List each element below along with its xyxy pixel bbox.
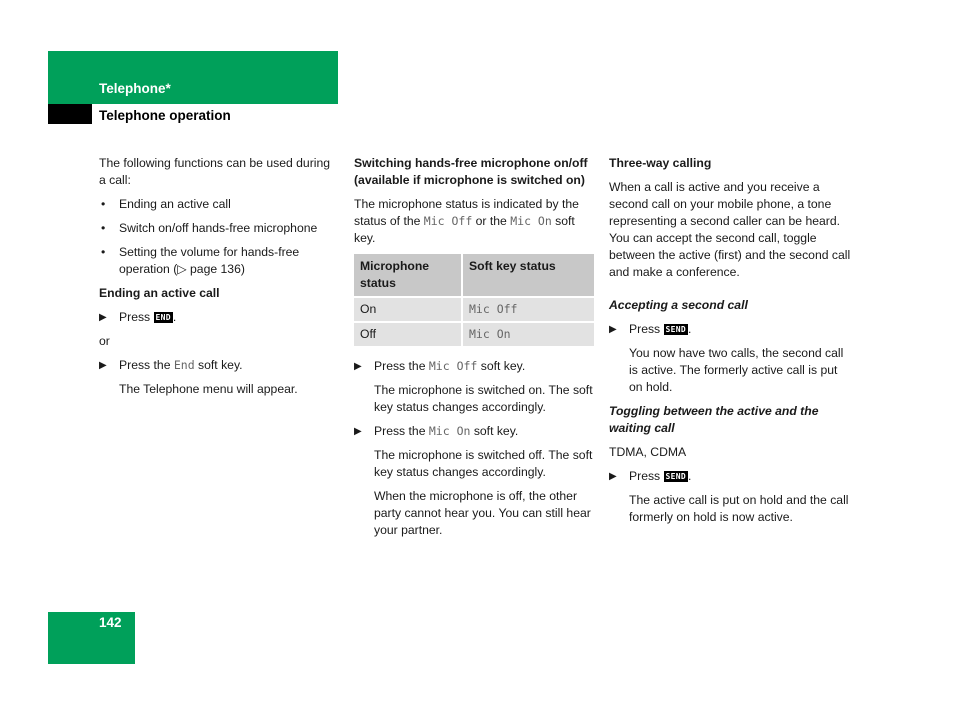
softkey-label: Mic On bbox=[428, 424, 471, 438]
table-cell: Mic Off bbox=[462, 297, 594, 322]
softkey-label: End bbox=[173, 358, 195, 372]
result-text: The Telephone menu will appear. bbox=[119, 382, 298, 396]
note-text: When the microphone is off, the other party cannot hear you. You can still hear your partner. bbox=[374, 489, 591, 537]
column-header: Microphone status bbox=[354, 254, 462, 297]
arrow-right-icon: ▶ bbox=[609, 471, 617, 482]
intro-text: The microphone status is indicated by the status of the Mic Off or the Mic On soft key. bbox=[354, 197, 579, 245]
step-press-mic-off: ▶ Press the Mic Off soft key. bbox=[354, 359, 526, 373]
arrow-right-icon: ▶ bbox=[99, 312, 107, 323]
heading-ending-call: Ending an active call bbox=[99, 286, 220, 300]
step-press-send: ▶ Press SEND . bbox=[609, 322, 692, 336]
heading-three-way: Three-way calling bbox=[609, 156, 712, 170]
step-press-end-softkey: ▶ Press the End soft key. bbox=[99, 358, 243, 372]
header-black-tab bbox=[48, 104, 92, 124]
end-key-icon: END bbox=[155, 313, 171, 322]
result-text: The microphone is switched on. The soft key status changes accordingly. bbox=[374, 383, 593, 414]
column-header: Soft key status bbox=[462, 254, 594, 297]
arrow-right-icon: ▶ bbox=[354, 426, 362, 437]
table-cell: On bbox=[354, 297, 462, 322]
or-text: or bbox=[99, 334, 110, 348]
networks-text: TDMA, CDMA bbox=[609, 445, 687, 459]
step-press-send: ▶ Press SEND . bbox=[609, 469, 692, 483]
intro-text: When a call is active and you receive a second call on your mobile phone, a tone representing a second caller can be heard. You can accept the second call, toggle between the active (first) and the second call and make a conference. bbox=[609, 180, 851, 279]
page-number: 142 bbox=[99, 615, 122, 630]
list-item: • Ending an active call bbox=[99, 196, 339, 213]
microphone-status-table bbox=[354, 254, 594, 346]
column-right bbox=[609, 155, 851, 533]
subheading-accepting: Accepting a second call bbox=[609, 298, 748, 312]
heading-microphone: Switching hands-free microphone on/off (available if microphone is switched on) bbox=[354, 156, 588, 187]
subsection-title: Telephone operation bbox=[99, 108, 231, 123]
intro-text: The following functions can be used during a call: bbox=[99, 156, 331, 187]
result-text: The active call is put on hold and the call formerly on hold is now active. bbox=[629, 493, 849, 524]
step-press-mic-on: ▶ Press the Mic On soft key. bbox=[354, 424, 519, 438]
page-number-box bbox=[48, 612, 135, 664]
column-middle bbox=[354, 155, 594, 546]
subheading-toggling: Toggling between the active and the waiting call bbox=[609, 404, 819, 435]
result-text: You now have two calls, the second call is active. The formerly active call is put on hold. bbox=[629, 346, 844, 394]
arrow-right-icon: ▶ bbox=[609, 324, 617, 335]
list-item: • Switch on/off hands-free microphone bbox=[99, 220, 339, 237]
table-cell: Mic On bbox=[462, 322, 594, 346]
column-left bbox=[99, 155, 339, 405]
section-title: Telephone* bbox=[99, 81, 171, 96]
table-row bbox=[354, 297, 594, 322]
send-key-icon: SEND bbox=[665, 325, 687, 334]
softkey-label: Mic Off bbox=[428, 359, 478, 373]
step-press-end: ▶ Press END . bbox=[99, 310, 177, 324]
arrow-right-icon: ▶ bbox=[354, 361, 362, 372]
list-item: • Setting the volume for hands-free operation (▷ page 136) bbox=[99, 244, 339, 278]
table-cell: Off bbox=[354, 322, 462, 346]
send-key-icon: SEND bbox=[665, 472, 687, 481]
table-row bbox=[354, 322, 594, 346]
table-header-row bbox=[354, 254, 594, 297]
arrow-right-icon: ▶ bbox=[99, 360, 107, 371]
result-text: The microphone is switched off. The soft key status changes accordingly. bbox=[374, 448, 593, 479]
header-green-band bbox=[48, 51, 338, 104]
